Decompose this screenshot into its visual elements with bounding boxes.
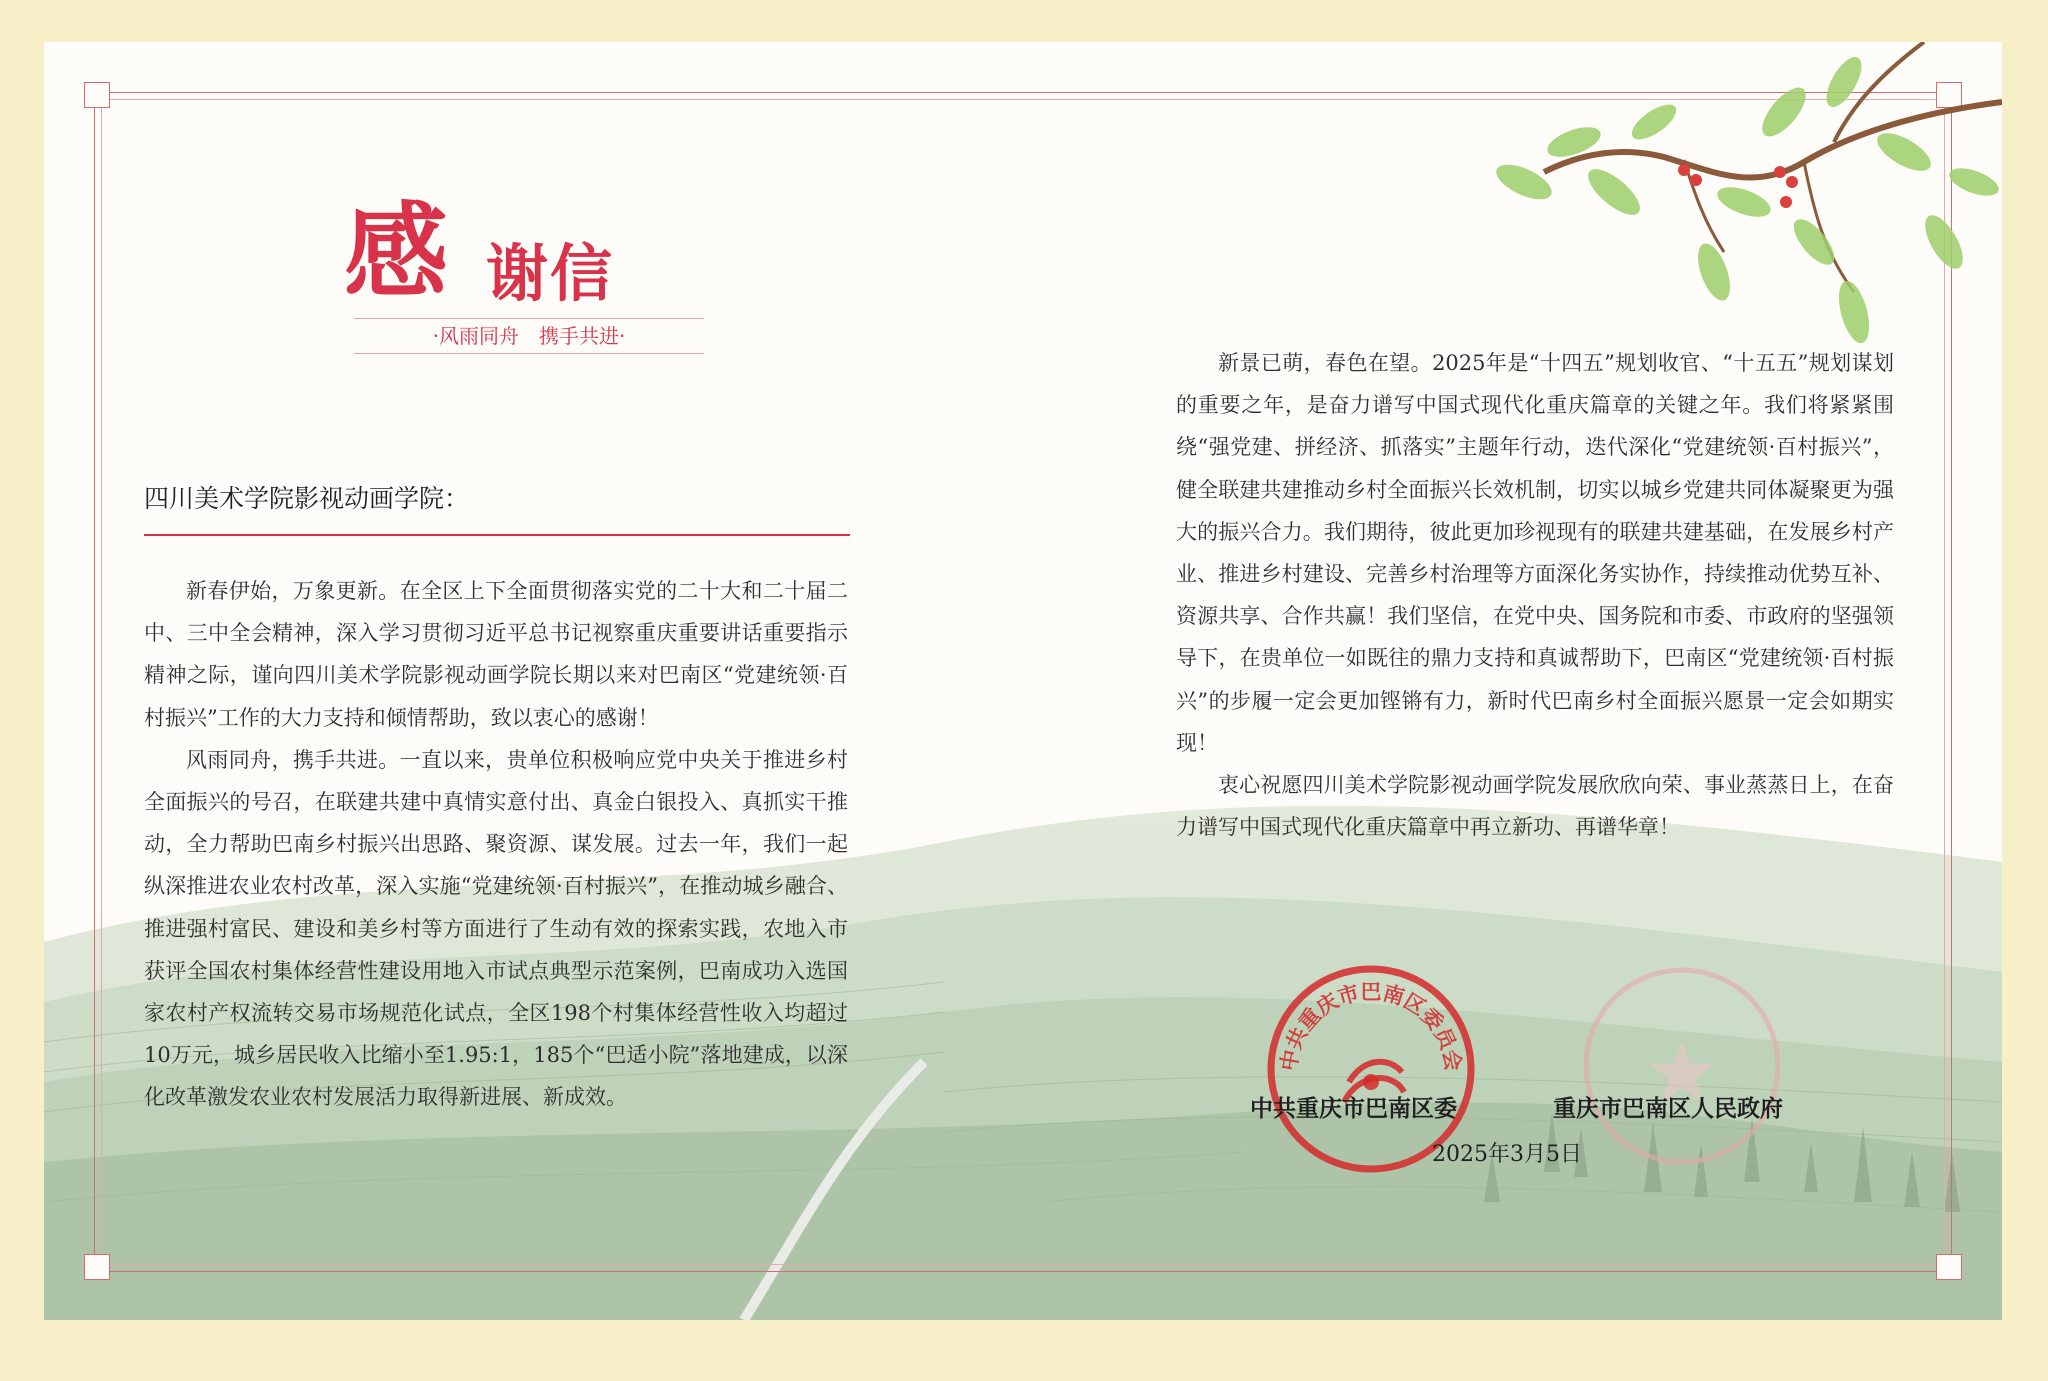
subtitle-text: ·风雨同舟 携手共进· xyxy=(432,324,626,348)
body-paragraph: 风雨同舟，携手共进。一直以来，贵单位积极响应党中央关于推进乡村全面振兴的号召，在联建共建中真情实意付出、真金白银投入、真抓实干推动，全力帮助巴南乡村振兴出思路、聚资源、谋发展。过去一年，我们一起纵深推进农业农村改革，深入实施“党建统领·百村振兴”，在推动城乡融合、推进强村富民、建设和美乡村等方面进行了生动有效的探索实践，农地入市获评全国农村集体经营性建设用地入市试点典型示范案例，巴南成功入选国家农村产权流转交易市场规范化试点，全区198个村集体经营性收入均超过10万元，城乡居民收入比缩小至1.95:1，185个“巴适小院”落地建成，以深化改革激发农业农村发展活力取得新进展、新成效。 xyxy=(144,747,848,1110)
recipient-underline xyxy=(144,534,850,536)
cherry-branch xyxy=(1384,42,2002,372)
faint-official-seal xyxy=(1578,962,1786,1170)
signer-district-government: 重庆市巴南区人民政府 xyxy=(1553,1096,1783,1122)
seal-text: 中共重庆市巴南区委员会 xyxy=(1276,980,1466,1073)
signer-party-committee: 中共重庆市巴南区委 xyxy=(1250,1096,1457,1122)
corner-ornament xyxy=(1936,1254,1962,1280)
subtitle-slogan xyxy=(344,318,714,354)
letter-body-left xyxy=(144,570,848,1119)
corner-ornament xyxy=(84,1254,110,1280)
letter-date: 2025年3月5日 xyxy=(1432,1142,1582,1167)
corner-ornament xyxy=(84,82,110,108)
recipient: 四川美术学院影视动画学院： xyxy=(144,484,470,513)
title-main-character: 感 xyxy=(344,191,451,313)
title-rest: 谢信 xyxy=(486,237,615,310)
letter-paper xyxy=(44,42,2002,1320)
body-paragraph: 新春伊始，万象更新。在全区上下全面贯彻落实党的二十大和二十届二中、三中全会精神，深入学习贯彻习近平总书记视察重庆重要讲话重要指示精神之际，谨向四川美术学院影视动画学院长期以来对巴南区“党建统领·百村振兴”工作的大力支持和倾情帮助，致以衷心的感谢！ xyxy=(144,579,848,730)
body-paragraph: 衷心祝愿四川美术学院影视动画学院发展欣欣向荣、事业蒸蒸日上，在奋力谱写中国式现代化重庆篇章中再立新功、再谱华章！ xyxy=(1176,773,1894,840)
body-paragraph: 新景已萌，春色在望。2025年是“十四五”规划收官、“十五五”规划谋划的重要之年，是奋力谱写中国式现代化重庆篇章的关键之年。我们将紧紧围绕“强党建、拼经济、抓落实”主题年行动，迭代深化“党建统领·百村振兴”，健全联建共建推动乡村全面振兴长效机制，切实以城乡党建共同体凝聚更为强大的振兴合力。我们期待，彼此更加珍视现有的联建共建基础，在发展乡村产业、推进乡村建设、完善乡村治理等方面深化务实协作，持续推动优势互补、资源共享、合作共赢！我们坚信，在党中央、国务院和市委、市政府的坚强领导下，在贵单位一如既往的鼎力支持和真诚帮助下，巴南区“党建统领·百村振兴”的步履一定会更加铿锵有力，新时代巴南乡村全面振兴愿景一定会如期实现！ xyxy=(1176,351,1894,755)
letter-body-right xyxy=(1176,342,1894,848)
